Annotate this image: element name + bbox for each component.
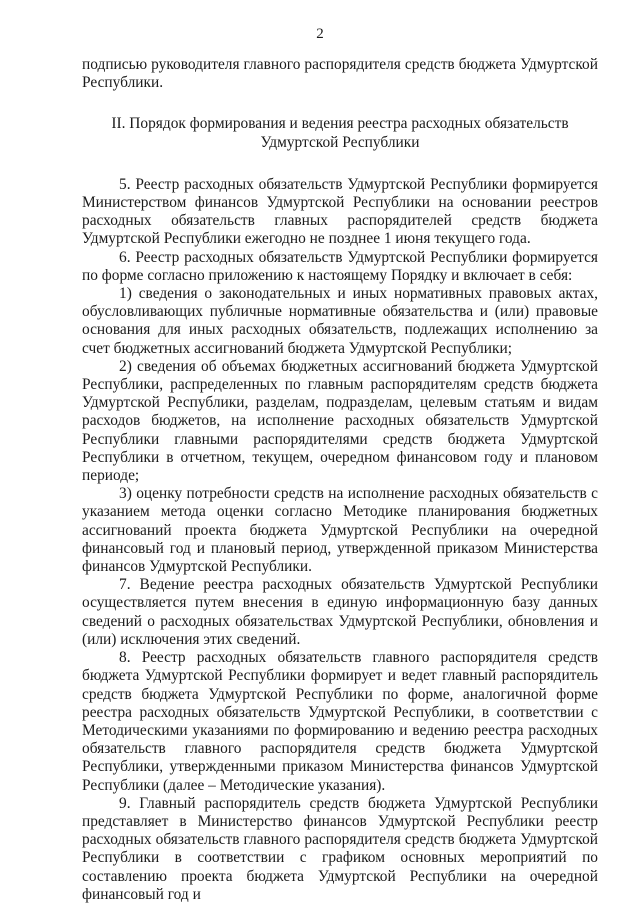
paragraph-9: 9. Главный распорядитель средств бюджета Удмуртской Республики представляет в Министерство финансов Удмуртской Республики реестр расходных обязательств главного распорядителя средств бюджета Удмуртской Республики в соответствии с графиком основных мероприятий по составлению проекта бюджета Удмуртской Республики на очередной финансовый год и (82, 794, 598, 903)
paragraph-6: 6. Реестр расходных обязательств Удмуртской Республики формируется по форме согласно приложению к настоящему Порядку и включает в себя: (82, 248, 598, 284)
section-heading-line-1: II. Порядок формирования и ведения реестра расходных обязательств (111, 115, 569, 133)
intro-paragraph: подписью руководителя главного распорядителя средств бюджета Удмуртской Республики. (82, 56, 598, 92)
document-body (82, 56, 598, 904)
page-number: 2 (316, 26, 324, 42)
paragraph-6-item-2: 2) сведения об объемах бюджетных ассигнований бюджета Удмуртской Республики, распределенных по главным распорядителям средств бюджета Удмуртской Республики, разделам, подразделам, целевым статьям и видам расходов бюджетов, на исполнение расходных обязательств Удмуртской Республики главными распорядителями средств бюджета Удмуртской Республики в отчетном, текущем, очередном финансовом году и плановом периоде; (82, 357, 598, 485)
paragraph-6-item-1: 1) сведения о законодательных и иных нормативных правовых актах, обусловливающих публичные нормативные обязательства и (или) правовые основания для иных расходных обязательств, подлежащих исполнению за счет бюджетных ассигнований бюджета Удмуртской Республики; (82, 285, 598, 357)
section-heading-line-2: Удмуртской Республики (260, 133, 420, 151)
paragraph-5: 5. Реестр расходных обязательств Удмуртской Республики формируется Министерством финансов Удмуртской Республики на основании реестров расходных обязательств главных распорядителей средств бюджета Удмуртской Республики ежегодно не позднее 1 июня текущего года. (82, 175, 598, 248)
paragraph-6-item-3: 3) оценку потребности средств на исполнение расходных обязательств с указанием метода оценки согласно Методике планирования бюджетных ассигнований проекта бюджета Удмуртской Республики на очередной финансовый год и плановый период, утвержденной приказом Министерства финансов Удмуртской Республики. (82, 485, 598, 576)
section-heading (82, 115, 598, 151)
paragraph-7: 7. Ведение реестра расходных обязательств Удмуртской Республики осуществляется путем внесения в единую информационную базу данных сведений о расходных обязательствах Удмуртской Республики, обновления и (или) исключения этих сведений. (82, 576, 598, 648)
paragraph-8: 8. Реестр расходных обязательств главного распорядителя средств бюджета Удмуртской Республики формирует и ведет главный распорядитель средств бюджета Удмуртской Республики по форме, аналогичной форме реестра расходных обязательств Удмуртской Республики, в соответствии с Методическими указаниями по формированию и ведению реестра расходных обязательств главного распорядителя средств бюджета Удмуртской Республики, утвержденными приказом Министерства финансов Удмуртской Республики (далее – Методические указания). (82, 649, 598, 794)
